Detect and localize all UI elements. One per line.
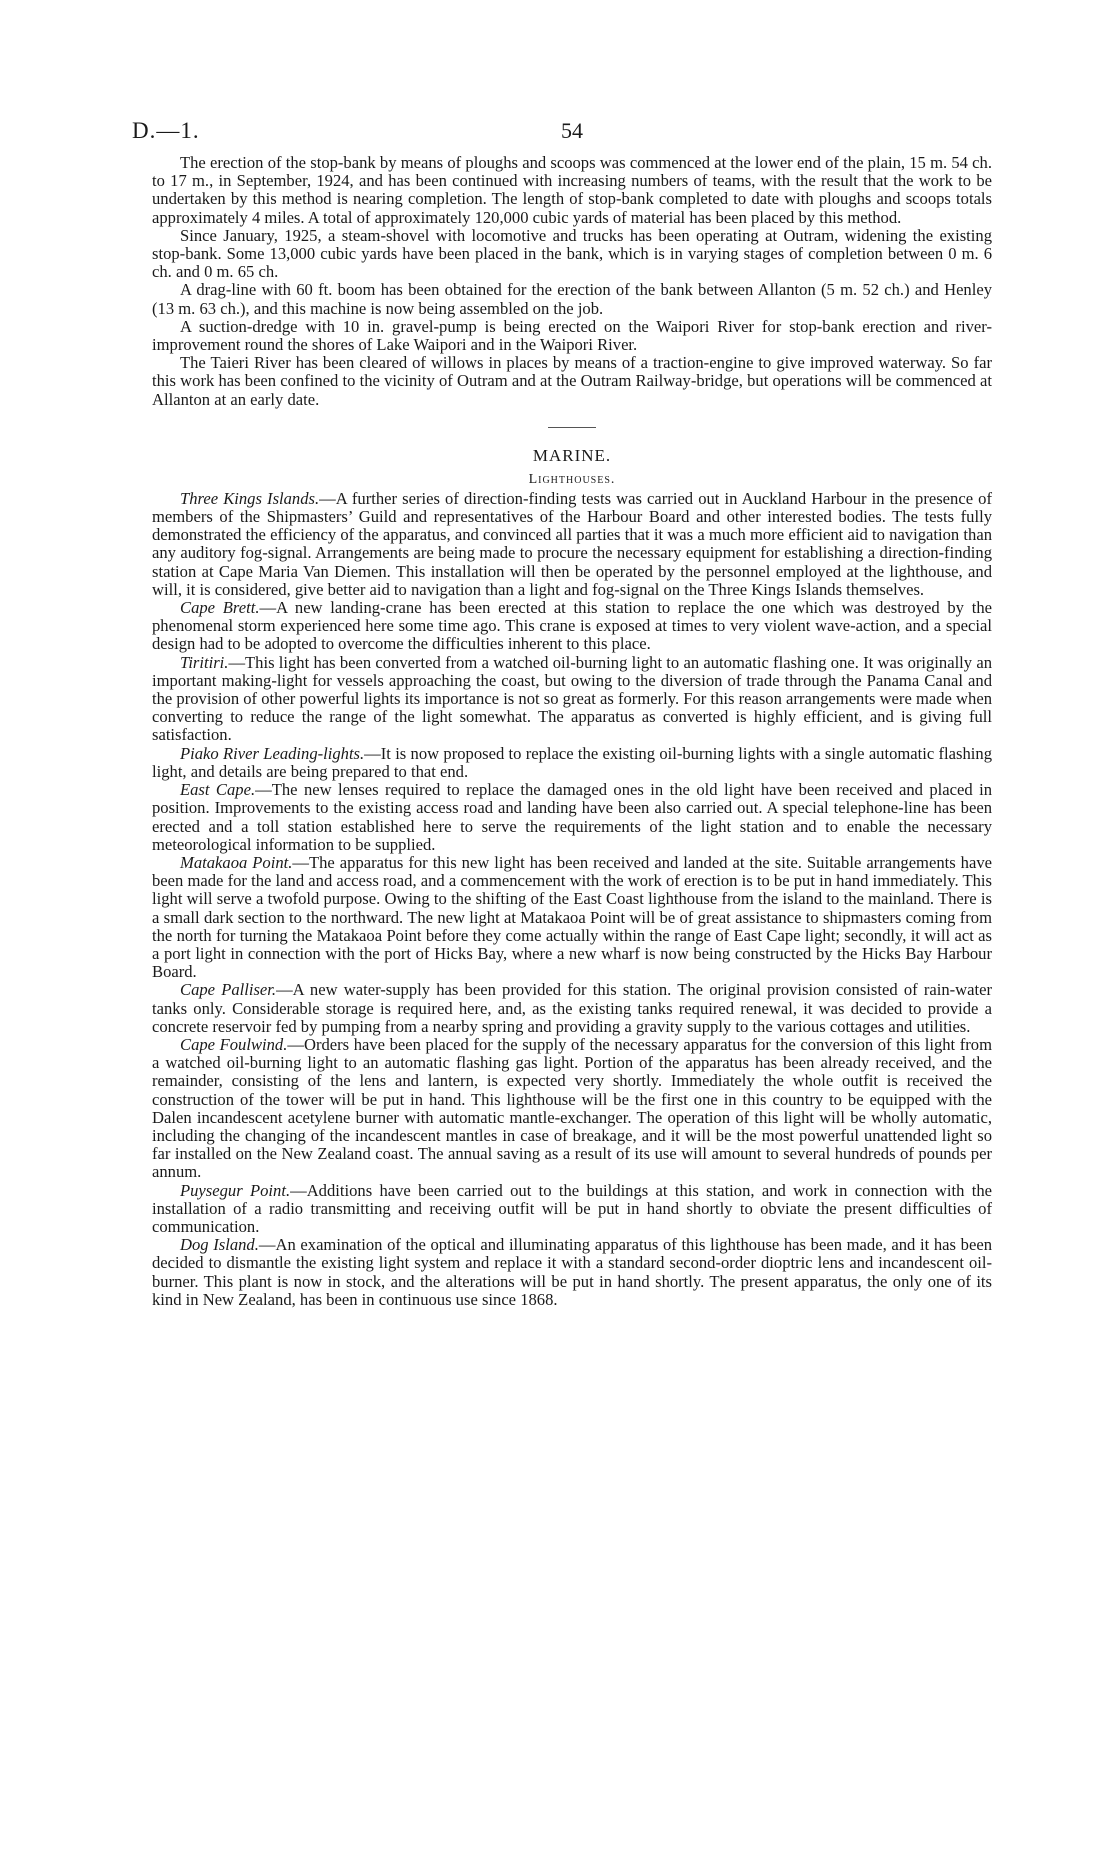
paragraph: A suction-dredge with 10 in. gravel-pump is being erected on the Waipori River for stop-bank erection and river-improvement round the shores of Lake Waipori and in the Waipori River.	[152, 316, 992, 355]
entry-paragraph	[152, 745, 992, 781]
lighthouse-entries	[152, 490, 992, 1309]
section-title: MARINE.	[532, 445, 612, 465]
entry-heading: Piako River Leading-lights.	[180, 743, 365, 763]
entry-heading: Dog Island.	[180, 1235, 259, 1255]
entry-text: —It is now proposed to replace the existing oil-burning lights with a single automatic flashing light, and details are being prepared to that end.	[152, 743, 992, 781]
entry-paragraph	[152, 981, 992, 1036]
entry-text: —A new water-supply has been provided for this station. The original provision consisted of rain-water tanks only. Considerable storage is required here, and, as the existing tanks required renewal, it was decided to provide a concrete reservoir fed by pumping from a nearby spring and providing a gravity supply to the various cottages and utilities.	[152, 980, 993, 1036]
intro-section	[152, 154, 992, 409]
entry-text: —This light has been converted from a watched oil-burning light to an automatic flashing one. It was originally an important making-light for vessels approaching the coast, but owing to the diversion of trade through the Panama Canal and the provision of other powerful lights its importance is not so great as formerly. For this reason arrangements were made when converting to reduce the range of the light somewhat. The apparatus as converted is highly efficient, and is giving full satisfaction.	[152, 652, 992, 745]
paragraph: Since January, 1925, a steam-shovel with locomotive and trucks has been operating at Outram, widening the existing stop-bank. Some 13,000 cubic yards have been placed in the bank, which is in varying stages of completion between 0 m. 6 ch. and 0 m. 65 ch.	[152, 225, 992, 282]
paragraph: A drag-line with 60 ft. boom has been obtained for the erection of the bank between Allanton (5 m. 52 ch.) and Henley (13 m. 63 ch.), and this machine is now being assembled on the job.	[152, 280, 992, 318]
entry-paragraph	[152, 854, 992, 981]
document-page	[132, 118, 993, 1309]
entry-paragraph	[152, 490, 992, 599]
entry-paragraph	[152, 654, 992, 745]
entry-heading: Cape Brett.	[180, 598, 260, 618]
entry-heading: East Cape.	[180, 780, 256, 800]
page-number: 54	[561, 118, 583, 143]
entry-heading: Cape Foulwind.	[180, 1034, 288, 1054]
entry-heading: Puysegur Point.	[180, 1180, 291, 1200]
entry-paragraph	[152, 1236, 992, 1309]
entry-paragraph	[152, 1182, 992, 1237]
entry-text: —Orders have been placed for the supply of the necessary apparatus for the conversion of this light from a watched oil-burning light to an automatic flashing gas light. Portion of the apparatus has been already received, and the remainder, consisting of the lens and lantern, is expected very shortly. Immediately the whole outfit is received the construction of the tower will be put in hand. This lighthouse will be the first one in this country to be equipped with the Dalen incandescent acetylene burner with automatic mantle-exchanger. The operation of this light will be wholly automatic, including the changing of the incandescent mantles in case of breakage, and it will be the most powerful unattended light so far installed on the New Zealand coast. The annual saving as a result of its use will amount to several hundreds of pounds per annum.	[152, 1034, 992, 1182]
entry-text: —Additions have been carried out to the buildings at this station, and work in connection with the installation of a radio transmitting and receiving outfit will be put in hand shortly to obviate the present difficulties of communication.	[152, 1180, 992, 1236]
entry-paragraph	[152, 781, 992, 854]
paragraph: The erection of the stop-bank by means of ploughs and scoops was commenced at the lower end of the plain, 15 m. 54 ch. to 17 m., in September, 1924, and has been continued with increasing numbers of teams, with the result that the work to be undertaken by this method is nearing completion. The length of stop-bank completed to date with ploughs and scoops totals approximately 4 miles. A total of approximately 120,000 cubic yards of material has been placed by this method.	[152, 153, 992, 227]
section-divider	[548, 427, 596, 428]
entry-text: —The apparatus for this new light has been received and landed at the site. Suitable arrangements have been made for the land and access road, and a commencement with the work of erection is to be put in hand immediately. This light will serve a twofold purpose. Owing to the shifting of the East Coast lighthouse from the island to the mainland. There is a small dark section to the northward. The new light at Matakaoa Point will be of great assistance to shipmasters coming from the north for turning the Matakaoa Point before they come actually within the range of East Cape light; secondly, it will act as a port light in connection with the port of Hicks Bay, where a new wharf is now being constructed by the Hicks Bay Harbour Board.	[152, 852, 993, 982]
entry-text: —An examination of the optical and illuminating apparatus of this lighthouse has been made, and it has been decided to dismantle the existing light system and replace it with a standard second-order dioptric lens and incandescent oil-burner. This plant is now in stock, and the alterations will be put in hand shortly. The present apparatus, the only one of its kind in New Zealand, has been in continuous use since 1868.	[152, 1235, 992, 1309]
entry-paragraph	[152, 599, 992, 654]
section-subtitle: Lighthouses.	[528, 471, 616, 487]
entry-paragraph	[152, 1036, 992, 1182]
entry-heading: Tiritiri.	[180, 652, 229, 672]
entry-text: —A further series of direction-finding tests was carried out in Auckland Harbour in the presence of members of the Shipmasters’ Guild and representatives of the Harbour Board and other interested bodies. The tests fully demonstrated the efficiency of the apparatus, and convinced all parties that it was a much more efficient aid to navigation than any auditory fog-signal. Arrangements are being made to procure the necessary equipment for establishing a direction-finding station at Cape Maria Van Diemen. This installation will then be operated by the personnel employed at the lighthouse, and will, it is considered, give better aid to navigation than a light and fog-signal on the Three Kings Islands themselves.	[152, 488, 992, 599]
paragraph: The Taieri River has been cleared of willows in places by means of a traction-engine to give improved waterway. So far this work has been confined to the vicinity of Outram and at the Outram Railway-bridge, but operations will be commenced at Allanton at an early date.	[152, 353, 992, 409]
entry-text: —The new lenses required to replace the damaged ones in the old light have been received and placed in position. Improvements to the existing access road and landing have been also carried out. A special telephone-line has been erected and a toll station established here to serve the requirements of the light station and to enable the necessary meteorological information to be supplied.	[152, 780, 992, 854]
entry-text: —A new landing-crane has been erected at this station to replace the one which was destroyed by the phenomenal storm experienced here some time ago. This crane is exposed at times to very violent wave-action, and a special design had to be adopted to overcome the difficulties inherent to this place.	[152, 598, 992, 654]
page-header	[132, 118, 992, 154]
document-reference: D.—1.	[132, 118, 200, 143]
entry-heading: Three Kings Islands.	[180, 488, 320, 508]
entry-heading: Cape Palliser.	[180, 980, 277, 1000]
entry-heading: Matakaoa Point.	[180, 852, 293, 872]
